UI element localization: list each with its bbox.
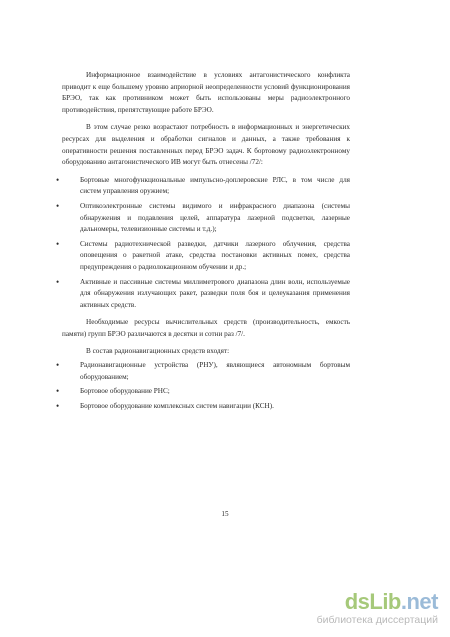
bullet-icon: •	[56, 238, 60, 249]
list-item-text: Бортовое оборудование комплексных систем навигации (КСН).	[80, 401, 274, 410]
list-item-text: Бортовое оборудование РНС;	[80, 387, 170, 396]
watermark-logo: dsLib.net	[344, 589, 438, 614]
list-item	[56, 360, 350, 383]
list-item-text: Бортовые многофункциональные импульсно-доплеровские РЛС, в том числе для систем управления оружием;	[80, 175, 350, 196]
bullet-icon: •	[56, 276, 60, 287]
watermark	[317, 590, 438, 627]
list-intro: В состав радионавигационных средств входят:	[86, 347, 230, 356]
list-item-text: Радионавигационные устройства (РНУ), являющиеся автономным бортовым оборудованием;	[80, 361, 350, 381]
list-item	[56, 174, 350, 198]
bullet-icon: •	[56, 200, 60, 211]
paragraph: Необходимые ресурсы вычислительных средств (производительность, емкость памяти) групп БРЭО различаются в десятки и сотни раз /7/.	[62, 318, 350, 338]
bullet-icon: •	[56, 400, 60, 411]
paragraph: Информационное взаимодействие в условиях антагонистического конфликта приводит к еще большему уровню априорной неопределенности условий функционирования БРЭО, так как противником может быть использованы меры радиоэлектронного противодействия, препятствующие работе БРЭО.	[62, 71, 350, 114]
list-item-text: Активные и пассивные системы миллиметрового диапазона длин волн, используемые для обнаружения излучающих ракет, разведки поля боя и целеуказания применения активных средств.	[80, 277, 350, 309]
list-item	[56, 276, 350, 312]
list-item	[56, 400, 350, 413]
list-item	[56, 386, 350, 398]
list-item-text: Оптикоэлектронные системы видимого и инфракрасного диапазона (системы обнаружения и подавления целей, аппаратура лазерной подсветки, лазерные дальномеры, телевизионные системы и т.д.);	[80, 201, 350, 234]
bullet-icon: •	[56, 386, 60, 397]
list-item	[56, 200, 350, 236]
paragraph: В этом случае резко возрастают потребность в информационных и энергетических ресурсах для выделения и обработки сигналов и данных, а также требования к оперативности решения поставленных перед БРЭО задач. К бортовому радиоэлектронному оборудованию антагонистического ИВ могут быть отнесены /72/:	[62, 123, 350, 167]
list-item-text: Системы радиотехнической разведки, датчики лазерного облучения, средства оповещения о ракетной атаке, средства постановки активных помех, средства предупреждения о радиолокационном обучении и др.;	[80, 239, 350, 271]
bullet-icon: •	[56, 360, 60, 371]
bullet-list	[56, 174, 350, 312]
bullet-icon: •	[56, 174, 60, 185]
page-number: 15	[221, 510, 229, 518]
watermark-subtitle: библиотека диссертаций	[316, 614, 438, 626]
list-item	[56, 238, 350, 274]
bullet-list	[56, 360, 350, 412]
body-text	[56, 70, 350, 418]
